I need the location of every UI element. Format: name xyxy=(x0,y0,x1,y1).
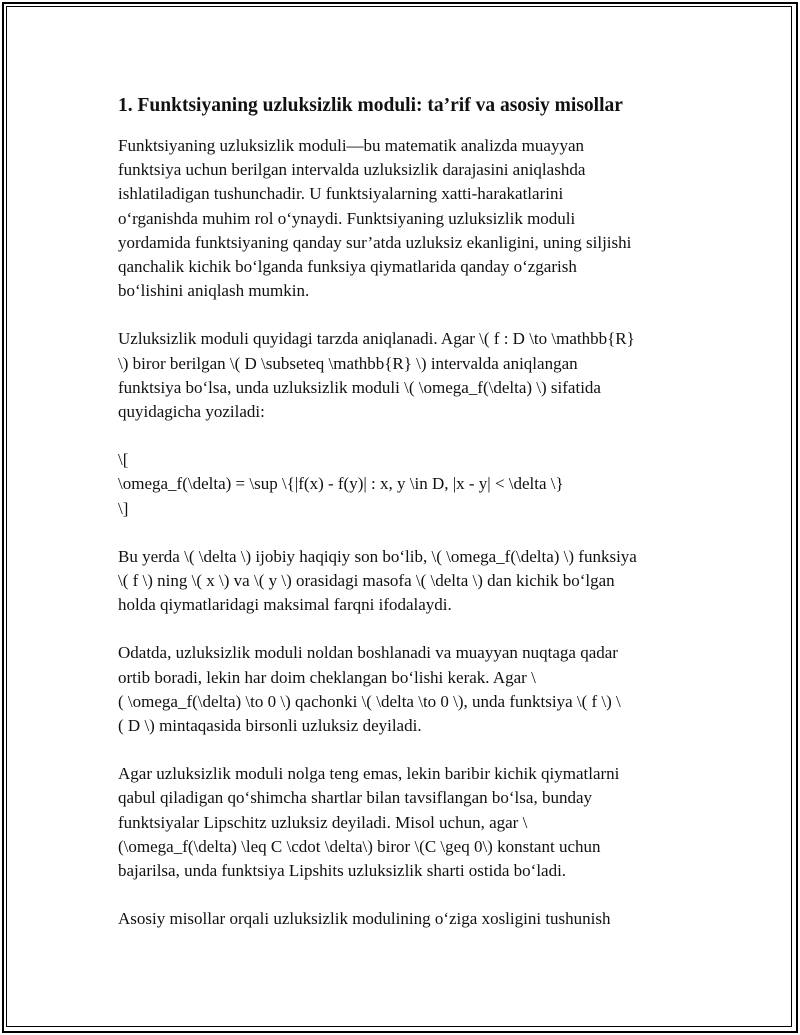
text-line: ishlatiladigan tushunchadir. U funktsiyalarning xatti-harakatlarini xyxy=(118,184,564,204)
text-line: qanchalik kichik bo‘lganda funksiya qiymatlarida qanday o‘zgarish xyxy=(118,257,577,277)
paragraph-uniform-continuity xyxy=(118,641,688,738)
text-line: \( f \) ning \( x \) va \( y \) orasidagi masofa \( \delta \) dan kichik bo‘lgan xyxy=(118,571,615,591)
formula-line: \] xyxy=(118,498,129,518)
paragraph-examples xyxy=(118,907,688,931)
text-line: bajarilsa, unda funktsiya Lipshits uzluksizlik sharti ostida bo‘ladi. xyxy=(118,861,567,881)
text-line: qabul qiladigan qo‘shimcha shartlar bilan tavsiflangan bo‘lsa, bunday xyxy=(118,788,592,808)
text-line: funktsiya uchun berilgan intervalda uzluksizlik darajasini aniqlashda xyxy=(118,160,586,180)
text-line: Agar uzluksizlik moduli nolga teng emas, lekin baribir kichik qiymatlarni xyxy=(118,764,620,784)
text-line: (\omega_f(\delta) \leq C \cdot \delta\) biror \(C \geq 0\) konstant uchun xyxy=(118,836,601,856)
paragraph-definition xyxy=(118,327,688,424)
document-page xyxy=(118,92,688,955)
text-line: Funktsiyaning uzluksizlik moduli—bu matematik analizda muayyan xyxy=(118,136,584,155)
text-line: Uzluksizlik moduli quyidagi tarzda aniqlanadi. Agar \( f : D \to \mathbb{R} xyxy=(118,329,635,349)
text-line: Bu yerda \( \delta \) ijobiy haqiqiy son bo‘lib, \( \omega_f(\delta) \) funksiya xyxy=(118,546,637,566)
text-line: ( D \) mintaqasida birsonli uzluksiz deyiladi. xyxy=(118,716,422,736)
paragraph-formula xyxy=(118,448,688,521)
text-line: o‘rganishda muhim rol o‘ynaydi. Funktsiyaning uzluksizlik moduli xyxy=(118,208,576,228)
text-line: Asosiy misollar orqali uzluksizlik modulining o‘ziga xosligini tushunish xyxy=(118,909,611,929)
text-line: ( \omega_f(\delta) \to 0 \) qachonki \( \delta \to 0 \), unda funktsiya \( f \) \ xyxy=(118,691,621,711)
paragraph-lipschitz xyxy=(118,762,688,883)
paragraph-explanation xyxy=(118,545,688,618)
text-line: funktsiya bo‘lsa, unda uzluksizlik moduli \( \omega_f(\delta) \) sifatida xyxy=(118,377,601,397)
formula-line: \[ xyxy=(118,450,129,470)
text-line: holda qiymatlaridagi maksimal farqni ifodalaydi. xyxy=(118,595,452,615)
formula-line: \omega_f(\delta) = \sup \{|f(x) - f(y)| : x, y \in D, |x - y| < \delta \} xyxy=(118,474,564,494)
paragraph-intro xyxy=(118,134,688,303)
section-heading: 1. Funktsiyaning uzluksizlik moduli: ta’rif va asosiy misollar xyxy=(118,95,623,116)
text-line: Odatda, uzluksizlik moduli noldan boshlanadi va muayyan nuqtaga qadar xyxy=(118,643,618,663)
text-line: ortib boradi, lekin har doim cheklangan bo‘lishi kerak. Agar \ xyxy=(118,667,536,687)
text-line: \) biror berilgan \( D \subseteq \mathbb{R} \) intervalda aniqlangan xyxy=(118,353,578,373)
text-line: funktsiyalar Lipschitz uzluksiz deyiladi. Misol uchun, agar \ xyxy=(118,812,528,832)
text-line: bo‘lishini aniqlash mumkin. xyxy=(118,281,310,301)
text-line: quyidagicha yoziladi: xyxy=(118,402,265,422)
text-line: yordamida funktsiyaning qanday sur’atda uzluksiz ekanligini, uning siljishi xyxy=(118,232,632,252)
